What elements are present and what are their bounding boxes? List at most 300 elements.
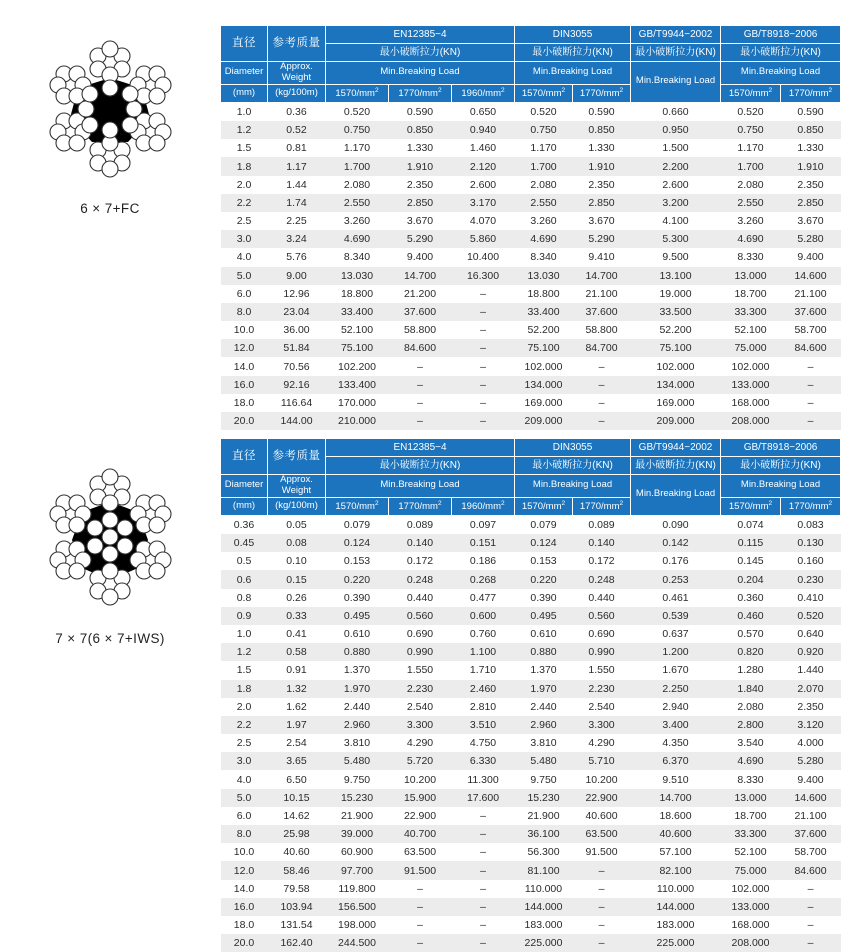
table-row (221, 589, 841, 607)
cell-breaking-load: 37.600 (573, 303, 631, 321)
cell-breaking-load: 1.330 (389, 139, 452, 157)
th-breaking-load-cn-gbt8918: 最小破断拉力(KN) (721, 457, 841, 475)
cell-breaking-load: 5.280 (781, 752, 841, 770)
cell-breaking-load: – (573, 376, 631, 394)
th-grade-din3055-1570: $1570/mm^2$ (515, 84, 573, 102)
cell-breaking-load: 9.400 (781, 248, 841, 266)
cell-breaking-load: 0.172 (389, 552, 452, 570)
cell-breaking-load: 1.700 (326, 157, 389, 175)
cell-breaking-load: 33.300 (721, 303, 781, 321)
cell-breaking-load: 0.600 (452, 607, 515, 625)
cell-weight: 92.16 (268, 376, 326, 394)
cell-breaking-load: – (573, 394, 631, 412)
cell-breaking-load: 119.800 (326, 880, 389, 898)
th-breaking-load-cn-gbt8918: 最小破断拉力(KN) (721, 44, 841, 62)
cell-breaking-load: 8.330 (721, 770, 781, 788)
cell-breaking-load: 21.900 (326, 807, 389, 825)
cell-breaking-load: 0.880 (326, 643, 389, 661)
th-standard-din3055: DIN3055 (515, 439, 631, 457)
cell-breaking-load: 10.200 (389, 770, 452, 788)
cell-breaking-load: 0.153 (326, 552, 389, 570)
cell-breaking-load: – (452, 916, 515, 934)
cell-breaking-load: 58.800 (573, 321, 631, 339)
th-diameter-cn: 直径 (221, 439, 268, 475)
cell-breaking-load: 0.495 (515, 607, 573, 625)
cell-diameter: 0.45 (221, 534, 268, 552)
cell-breaking-load: 102.200 (326, 357, 389, 375)
spec-table-6x7-fc-wrap (220, 25, 840, 430)
cell-breaking-load: 9.510 (631, 770, 721, 788)
cell-breaking-load: 2.940 (631, 698, 721, 716)
cell-breaking-load: 0.850 (781, 121, 841, 139)
cell-breaking-load: 75.100 (515, 339, 573, 357)
cell-breaking-load: 3.670 (781, 212, 841, 230)
cell-breaking-load: 3.260 (721, 212, 781, 230)
cell-breaking-load: 168.000 (721, 394, 781, 412)
th-breaking-load-cn-din3055: 最小破断拉力(KN) (515, 457, 631, 475)
cell-breaking-load: 156.500 (326, 898, 389, 916)
cell-weight: 0.15 (268, 570, 326, 588)
th-grade-en12385-1770: $1770/mm^2$ (389, 497, 452, 515)
cell-breaking-load: 2.350 (781, 698, 841, 716)
cell-breaking-load: 52.100 (326, 321, 389, 339)
cell-breaking-load: 183.000 (515, 916, 573, 934)
cell-weight: 131.54 (268, 916, 326, 934)
cell-weight: 144.00 (268, 412, 326, 430)
cell-breaking-load: 2.200 (631, 157, 721, 175)
cell-breaking-load: 4.690 (721, 230, 781, 248)
cell-breaking-load: 0.230 (781, 570, 841, 588)
cell-breaking-load: 1.460 (452, 139, 515, 157)
cell-breaking-load: – (452, 321, 515, 339)
table-row (221, 607, 841, 625)
cell-breaking-load: 3.260 (515, 212, 573, 230)
cell-breaking-load: 3.810 (515, 734, 573, 752)
cell-breaking-load: – (389, 880, 452, 898)
cell-breaking-load: 0.130 (781, 534, 841, 552)
cell-diameter: 5.0 (221, 789, 268, 807)
cell-diameter: 0.6 (221, 570, 268, 588)
cell-breaking-load: – (573, 357, 631, 375)
table-row (221, 570, 841, 588)
th-grade-din3055-1770: $1770/mm^2$ (573, 84, 631, 102)
cell-breaking-load: 0.520 (326, 102, 389, 121)
cell-breaking-load: 0.610 (326, 625, 389, 643)
cell-breaking-load: 75.000 (721, 861, 781, 879)
cell-weight: 103.94 (268, 898, 326, 916)
spec-table-6x7-fc (220, 25, 841, 430)
table-row (221, 625, 841, 643)
cell-diameter: 8.0 (221, 825, 268, 843)
cell-breaking-load: 8.340 (515, 248, 573, 266)
th-breaking-load-en-din3055: Min.Breaking Load (515, 62, 631, 85)
cell-breaking-load: 21.100 (781, 285, 841, 303)
cell-breaking-load: 4.690 (721, 752, 781, 770)
cell-breaking-load: 18.700 (721, 285, 781, 303)
table-row (221, 212, 841, 230)
cell-breaking-load: – (452, 339, 515, 357)
cell-breaking-load: 56.300 (515, 843, 573, 861)
cell-breaking-load: 0.124 (326, 534, 389, 552)
th-grade-gbt8918-1770: $1770/mm^2$ (781, 497, 841, 515)
cell-breaking-load: 17.600 (452, 789, 515, 807)
diagram-column (0, 30, 220, 216)
product-label: 7 × 7(6 × 7+IWS) (55, 631, 165, 646)
cell-breaking-load: 3.260 (326, 212, 389, 230)
cell-weight: 6.50 (268, 770, 326, 788)
cell-breaking-load: 6.330 (452, 752, 515, 770)
cell-weight: 3.65 (268, 752, 326, 770)
product-label: 6 × 7+FC (80, 201, 140, 216)
cell-weight: 1.97 (268, 716, 326, 734)
cell-breaking-load: – (781, 412, 841, 430)
cell-breaking-load: 0.153 (515, 552, 573, 570)
cell-diameter: 6.0 (221, 285, 268, 303)
cell-breaking-load: 144.000 (515, 898, 573, 916)
cell-breaking-load: 169.000 (631, 394, 721, 412)
cell-breaking-load: 102.000 (631, 357, 721, 375)
cell-breaking-load: 33.300 (721, 825, 781, 843)
cell-breaking-load: 0.090 (631, 515, 721, 534)
cell-breaking-load: 2.960 (515, 716, 573, 734)
cell-breaking-load: 13.000 (721, 789, 781, 807)
cell-diameter: 1.0 (221, 625, 268, 643)
cell-breaking-load: 2.960 (326, 716, 389, 734)
cell-breaking-load: 4.000 (781, 734, 841, 752)
cell-breaking-load: 2.850 (389, 194, 452, 212)
cell-breaking-load: 5.280 (781, 230, 841, 248)
table-row (221, 102, 841, 121)
header-row-english-load (221, 475, 841, 498)
cell-breaking-load: 2.550 (515, 194, 573, 212)
cell-breaking-load: 1.330 (781, 139, 841, 157)
cell-breaking-load: 2.120 (452, 157, 515, 175)
cell-breaking-load: 3.170 (452, 194, 515, 212)
cell-breaking-load: 75.100 (631, 339, 721, 357)
cell-breaking-load: 13.030 (515, 267, 573, 285)
cell-breaking-load: 3.540 (721, 734, 781, 752)
cell-breaking-load: 2.350 (389, 176, 452, 194)
cell-breaking-load: 1.550 (389, 661, 452, 679)
cell-diameter: 10.0 (221, 843, 268, 861)
th-standard-gbt8918: GB/T8918−2006 (721, 26, 841, 44)
cell-diameter: 1.8 (221, 157, 268, 175)
cell-breaking-load: 0.637 (631, 625, 721, 643)
table-row (221, 789, 841, 807)
cell-breaking-load: 0.248 (389, 570, 452, 588)
cell-breaking-load: 0.140 (573, 534, 631, 552)
cell-breaking-load: – (389, 898, 452, 916)
table-row (221, 357, 841, 375)
cell-diameter: 2.5 (221, 212, 268, 230)
table-row (221, 321, 841, 339)
cell-breaking-load: – (573, 934, 631, 952)
header-row-standard (221, 26, 841, 44)
cell-breaking-load: 1.500 (631, 139, 721, 157)
th-grade-en12385-1960: $1960/mm^2$ (452, 497, 515, 515)
table-row (221, 734, 841, 752)
cell-breaking-load: 1.710 (452, 661, 515, 679)
cell-breaking-load: 209.000 (631, 412, 721, 430)
cell-breaking-load: 0.520 (515, 102, 573, 121)
cell-breaking-load: 3.510 (452, 716, 515, 734)
cell-breaking-load: 0.990 (389, 643, 452, 661)
cell-diameter: 2.2 (221, 716, 268, 734)
cell-breaking-load: 0.850 (389, 121, 452, 139)
cell-breaking-load: 9.400 (781, 770, 841, 788)
th-grade-en12385-1770: $1770/mm^2$ (389, 84, 452, 102)
cell-breaking-load: 22.900 (389, 807, 452, 825)
cell-breaking-load: 9.500 (631, 248, 721, 266)
cell-breaking-load: 0.610 (515, 625, 573, 643)
cell-diameter: 8.0 (221, 303, 268, 321)
cell-diameter: 20.0 (221, 934, 268, 952)
table-row (221, 825, 841, 843)
cell-breaking-load: 1.370 (326, 661, 389, 679)
table-row (221, 139, 841, 157)
cell-weight: 2.54 (268, 734, 326, 752)
cell-breaking-load: 134.000 (631, 376, 721, 394)
table-row (221, 643, 841, 661)
cell-breaking-load: 52.200 (631, 321, 721, 339)
cell-breaking-load: 37.600 (781, 825, 841, 843)
cell-diameter: 16.0 (221, 376, 268, 394)
cell-breaking-load: 40.600 (631, 825, 721, 843)
cell-breaking-load: 1.670 (631, 661, 721, 679)
cell-breaking-load: 0.124 (515, 534, 573, 552)
th-diameter-en: Diameter (221, 62, 268, 85)
cell-breaking-load: 19.000 (631, 285, 721, 303)
cell-weight: 40.60 (268, 843, 326, 861)
cell-breaking-load: – (573, 916, 631, 934)
th-grade-en12385-1570: $1570/mm^2$ (326, 497, 389, 515)
cell-breaking-load: 209.000 (515, 412, 573, 430)
cell-breaking-load: 1.170 (721, 139, 781, 157)
cell-breaking-load: 198.000 (326, 916, 389, 934)
cell-breaking-load: 169.000 (515, 394, 573, 412)
cell-breaking-load: – (452, 861, 515, 879)
cell-diameter: 5.0 (221, 267, 268, 285)
cell-breaking-load: 1.370 (515, 661, 573, 679)
cell-breaking-load: 36.100 (515, 825, 573, 843)
cell-diameter: 0.9 (221, 607, 268, 625)
cell-breaking-load: 0.990 (573, 643, 631, 661)
th-weight-en (268, 62, 326, 85)
cell-breaking-load: 1.170 (515, 139, 573, 157)
cell-breaking-load: 18.800 (326, 285, 389, 303)
cell-weight: 23.04 (268, 303, 326, 321)
cell-breaking-load: 18.700 (721, 807, 781, 825)
cell-breaking-load: 3.810 (326, 734, 389, 752)
cell-breaking-load: 2.850 (573, 194, 631, 212)
cell-breaking-load: 102.000 (515, 357, 573, 375)
cell-breaking-load: 75.100 (326, 339, 389, 357)
cell-weight: 116.64 (268, 394, 326, 412)
cell-diameter: 4.0 (221, 248, 268, 266)
th-standard-en12385: EN12385−4 (326, 439, 515, 457)
cell-breaking-load: 60.900 (326, 843, 389, 861)
cell-breaking-load: 0.204 (721, 570, 781, 588)
cell-breaking-load: 244.500 (326, 934, 389, 952)
cell-breaking-load: 2.600 (631, 176, 721, 194)
product-block-7x7-iws (0, 420, 841, 950)
cell-breaking-load: 5.710 (573, 752, 631, 770)
cell-breaking-load: 0.560 (389, 607, 452, 625)
table-row (221, 285, 841, 303)
cell-diameter: 18.0 (221, 394, 268, 412)
cell-breaking-load: 5.720 (389, 752, 452, 770)
cell-breaking-load: 1.910 (781, 157, 841, 175)
cell-breaking-load: 75.000 (721, 339, 781, 357)
cell-diameter: 14.0 (221, 357, 268, 375)
cell-breaking-load: 3.120 (781, 716, 841, 734)
cell-weight: 51.84 (268, 339, 326, 357)
cell-weight: 0.81 (268, 139, 326, 157)
cell-breaking-load: 2.230 (389, 680, 452, 698)
cell-breaking-load: 0.650 (452, 102, 515, 121)
cell-breaking-load: 2.080 (721, 698, 781, 716)
cell-weight: 0.08 (268, 534, 326, 552)
cell-breaking-load: 14.700 (631, 789, 721, 807)
th-breaking-load-cn-en12385: 最小破断拉力(KN) (326, 44, 515, 62)
cell-weight: 10.15 (268, 789, 326, 807)
cell-weight: 79.58 (268, 880, 326, 898)
cell-breaking-load: 0.083 (781, 515, 841, 534)
cell-breaking-load: 4.070 (452, 212, 515, 230)
spec-table-7x7-iws-wrap (220, 438, 840, 952)
table-row (221, 230, 841, 248)
cell-breaking-load: 21.200 (389, 285, 452, 303)
cell-weight: 12.96 (268, 285, 326, 303)
cell-breaking-load: 102.000 (721, 880, 781, 898)
cell-breaking-load: 3.670 (573, 212, 631, 230)
cell-breaking-load: 1.910 (389, 157, 452, 175)
wire-rope-cross-section-7x7-iws-icon (20, 460, 200, 625)
cell-breaking-load: 22.900 (573, 789, 631, 807)
cell-breaking-load: 2.080 (515, 176, 573, 194)
table-row (221, 934, 841, 952)
cell-breaking-load: 0.074 (721, 515, 781, 534)
cell-breaking-load: 4.100 (631, 212, 721, 230)
cell-breaking-load: 0.750 (326, 121, 389, 139)
cell-breaking-load: 2.810 (452, 698, 515, 716)
cell-breaking-load: 2.600 (452, 176, 515, 194)
cell-diameter: 2.0 (221, 698, 268, 716)
header-row-english-load (221, 62, 841, 85)
cell-weight: 58.46 (268, 861, 326, 879)
cell-breaking-load: – (781, 394, 841, 412)
th-weight-en-line2: Weight (281, 484, 312, 496)
cell-breaking-load: 4.690 (515, 230, 573, 248)
table-row (221, 157, 841, 175)
cell-diameter: 1.0 (221, 102, 268, 121)
cell-breaking-load: 21.100 (573, 285, 631, 303)
cell-breaking-load: 1.700 (721, 157, 781, 175)
cell-breaking-load: 2.460 (452, 680, 515, 698)
th-breaking-load-cn-en12385: 最小破断拉力(KN) (326, 457, 515, 475)
cell-breaking-load: 2.540 (389, 698, 452, 716)
th-standard-gbt8918: GB/T8918−2006 (721, 439, 841, 457)
cell-breaking-load: 5.860 (452, 230, 515, 248)
cell-diameter: 2.5 (221, 734, 268, 752)
th-weight-en-line1: Approx. (280, 474, 313, 485)
cell-breaking-load: 21.100 (781, 807, 841, 825)
table-row (221, 121, 841, 139)
table-row (221, 698, 841, 716)
cell-diameter: 1.8 (221, 680, 268, 698)
cell-weight: 0.36 (268, 102, 326, 121)
cell-breaking-load: 37.600 (389, 303, 452, 321)
cell-breaking-load: – (573, 412, 631, 430)
cell-breaking-load: 18.800 (515, 285, 573, 303)
cell-weight: 14.62 (268, 807, 326, 825)
th-breaking-load-cn-din3055: 最小破断拉力(KN) (515, 44, 631, 62)
th-breaking-load-en-en12385: Min.Breaking Load (326, 62, 515, 85)
th-breaking-load-en-gbt8918: Min.Breaking Load (721, 62, 841, 85)
th-diameter-cn: 直径 (221, 26, 268, 62)
cell-breaking-load: – (452, 412, 515, 430)
cell-diameter: 20.0 (221, 412, 268, 430)
cell-breaking-load: 225.000 (631, 934, 721, 952)
cell-breaking-load: 15.900 (389, 789, 452, 807)
cell-breaking-load: 0.410 (781, 589, 841, 607)
cell-breaking-load: 0.950 (631, 121, 721, 139)
cell-breaking-load: 0.495 (326, 607, 389, 625)
header-row-standard (221, 439, 841, 457)
cell-breaking-load: 84.700 (573, 339, 631, 357)
table-row (221, 534, 841, 552)
cell-breaking-load: 0.248 (573, 570, 631, 588)
cell-breaking-load: – (452, 807, 515, 825)
cell-diameter: 4.0 (221, 770, 268, 788)
cell-breaking-load: 133.400 (326, 376, 389, 394)
cell-breaking-load: 0.640 (781, 625, 841, 643)
cell-breaking-load: 2.550 (326, 194, 389, 212)
cell-weight: 36.00 (268, 321, 326, 339)
cell-breaking-load: 208.000 (721, 412, 781, 430)
cell-breaking-load: 5.480 (326, 752, 389, 770)
cell-breaking-load: 1.100 (452, 643, 515, 661)
cell-weight: 25.98 (268, 825, 326, 843)
cell-breaking-load: – (573, 898, 631, 916)
cell-breaking-load: 52.200 (515, 321, 573, 339)
cell-breaking-load: 2.850 (781, 194, 841, 212)
table-row (221, 394, 841, 412)
table-row (221, 194, 841, 212)
cell-breaking-load: 0.079 (515, 515, 573, 534)
cell-breaking-load: 0.660 (631, 102, 721, 121)
cell-breaking-load: 0.097 (452, 515, 515, 534)
cell-breaking-load: 4.350 (631, 734, 721, 752)
cell-breaking-load: 0.220 (326, 570, 389, 588)
th-weight-cn: 参考质量 (268, 26, 326, 62)
table-row (221, 880, 841, 898)
cell-breaking-load: 0.140 (389, 534, 452, 552)
cell-breaking-load: 82.100 (631, 861, 721, 879)
cell-breaking-load: 0.253 (631, 570, 721, 588)
cell-breaking-load: 14.700 (389, 267, 452, 285)
cell-breaking-load: 11.300 (452, 770, 515, 788)
cell-breaking-load: 5.290 (389, 230, 452, 248)
cell-breaking-load: 9.750 (326, 770, 389, 788)
cell-breaking-load: 0.115 (721, 534, 781, 552)
th-grade-gbt8918-1570: $1570/mm^2$ (721, 497, 781, 515)
cell-weight: 0.05 (268, 515, 326, 534)
cell-breaking-load: 0.160 (781, 552, 841, 570)
th-breaking-load-en-din3055: Min.Breaking Load (515, 475, 631, 498)
cell-diameter: 0.5 (221, 552, 268, 570)
th-diameter-unit: (mm) (221, 497, 268, 515)
